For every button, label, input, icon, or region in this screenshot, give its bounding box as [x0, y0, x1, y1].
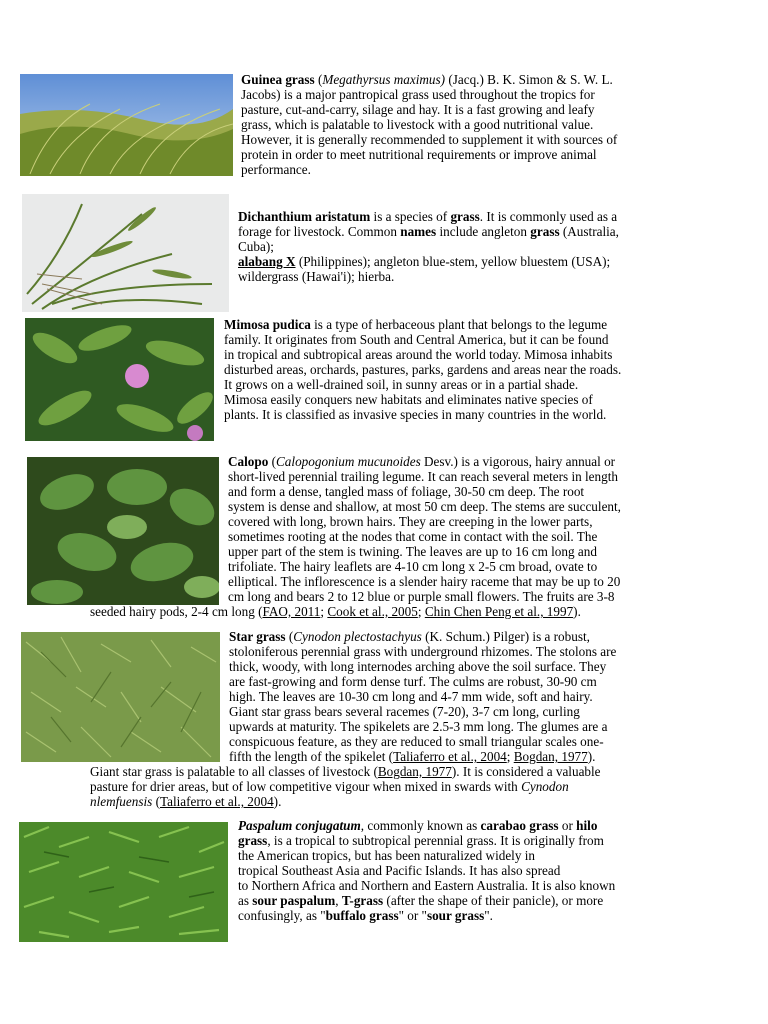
text-span: or: [558, 818, 577, 833]
text-span: stoloniferous perennial grass with underground rhizomes. The stolons are: [229, 644, 617, 659]
dichanthium-photo: [22, 194, 229, 312]
text-span: ). It is considered a valuable: [451, 764, 601, 779]
text-span: ).: [587, 749, 596, 764]
text-span: grass, which is palatable to livestock with a good nutritional value.: [241, 117, 594, 132]
text-span: plants. It is classified as invasive species in many countries in the world.: [224, 407, 607, 422]
text-span: family. It originates from South and Central America, but it can be found: [224, 332, 609, 347]
bold-term: T-grass: [341, 893, 384, 908]
text-line: [229, 704, 616, 719]
text-span: trifoliate. The hairy leaflets are 4-10 cm long x 2-5 cm broad, ovate to: [228, 559, 598, 574]
text-span: and form a dense, tangled mass of foliage, 30-50 cm deep. The root: [228, 484, 585, 499]
text-span: Desv.) is a vigorous, hairy annual or: [420, 454, 616, 469]
text-line: [228, 544, 621, 559]
text-line: [229, 629, 616, 644]
guinea-grass-photo: [20, 74, 233, 176]
text-line: [238, 239, 619, 254]
text-line: [228, 514, 621, 529]
text-line: [229, 659, 616, 674]
italic-term: Cynodon: [521, 779, 569, 794]
text-line: [238, 209, 619, 224]
reference-link[interactable]: Chin Chen Peng et al., 1997: [424, 604, 574, 619]
text-span: upper part of the stem is twining. The leaves are up to 16 cm long and: [228, 544, 597, 559]
text-span: wildergrass (Hawai'i); hierba.: [238, 269, 395, 284]
guinea-grass-text: [241, 72, 617, 177]
text-span: include angleton: [436, 224, 531, 239]
bold-term: Star grass: [229, 629, 286, 644]
text-line: [238, 878, 615, 893]
text-line: [238, 254, 619, 269]
text-span: confusingly, as ": [238, 908, 326, 923]
bold-term: names: [400, 224, 437, 239]
text-span: (: [285, 629, 294, 644]
text-span: as: [238, 893, 253, 908]
text-span: sometimes rooting at the nodes that come in contact with the soil. The: [228, 529, 598, 544]
text-span: (K. Schum.) Pilger) is a robust,: [421, 629, 590, 644]
text-line: [224, 377, 621, 392]
text-span: forage for livestock. Common: [238, 224, 401, 239]
text-span: in tropical and subtropical areas around the world today. Mimosa inhabits: [224, 347, 613, 362]
calopo-text: [228, 454, 621, 604]
calopo-photo: [27, 457, 219, 605]
carabao-grass-text: [238, 818, 615, 923]
text-span: the American tropics, but has been naturalized widely in: [238, 848, 535, 863]
text-line: [229, 689, 616, 704]
text-span: ).: [573, 604, 581, 619]
text-line: [241, 132, 617, 147]
text-line: [224, 347, 621, 362]
reference-link[interactable]: Taliaferro et al., 2004: [393, 749, 507, 764]
text-span: ".: [484, 908, 493, 923]
text-span: covered with long, brown hairs. They are creeping in the lower parts,: [228, 514, 593, 529]
bold-term: Mimosa pudica: [224, 317, 311, 332]
text-span: is a species of: [370, 209, 451, 224]
reference-link[interactable]: FAO, 2011: [262, 604, 321, 619]
bold-term: grass: [238, 833, 268, 848]
text-span: short-lived perennial trailing legume. It can reach several meters in length: [228, 469, 618, 484]
term-link[interactable]: alabang X: [238, 254, 296, 269]
text-span: are fast-growing and form dense turf. The culms are robust, 30-90 cm: [229, 674, 597, 689]
carabao-grass-photo: [19, 822, 228, 942]
text-line: [241, 147, 617, 162]
text-span: , commonly known as: [360, 818, 481, 833]
text-line: [238, 893, 615, 908]
bold-term: hilo: [576, 818, 598, 833]
bold-term: Guinea grass: [241, 72, 315, 87]
text-line: [238, 833, 615, 848]
text-line: [229, 749, 616, 764]
text-line: [228, 469, 621, 484]
bold-term: buffalo grass: [325, 908, 399, 923]
text-line: [228, 484, 621, 499]
text-span: thick, woody, with long internodes arching above the soil surface. They: [229, 659, 607, 674]
text-span: upwards at maturity. The spikelets are 2.5-3 mm long. The glumes are a: [229, 719, 608, 734]
text-line: [228, 574, 621, 589]
text-line: [90, 779, 601, 794]
text-span: (: [268, 454, 277, 469]
text-line: [228, 529, 621, 544]
reference-link[interactable]: Bogdan, 1977: [377, 764, 452, 779]
text-span: ;: [506, 749, 514, 764]
star-grass-photo: [21, 632, 220, 762]
text-span: protein in order to meet nutritional requirements or improve animal: [241, 147, 597, 162]
text-span: It grows on a well-drained soil, in sunny areas or in a partial shade.: [224, 377, 579, 392]
bold-term: grass: [450, 209, 480, 224]
text-span: high. The leaves are 10-30 cm long and 4-7 mm wide, soft and hairy.: [229, 689, 593, 704]
text-span: , is a tropical to subtropical perennial grass. It is originally from: [267, 833, 604, 848]
text-line: [241, 72, 617, 87]
bold-term: sour grass: [426, 908, 485, 923]
text-span: ;: [320, 604, 328, 619]
text-span: (Australia,: [559, 224, 619, 239]
text-span: ).: [273, 794, 282, 809]
text-line: [238, 908, 615, 923]
text-line: [228, 499, 621, 514]
text-line: [224, 317, 621, 332]
text-line: [238, 848, 615, 863]
text-line: [241, 87, 617, 102]
text-line: [238, 269, 619, 284]
mimosa-pudica-photo: [25, 318, 214, 441]
text-line: [228, 559, 621, 574]
text-line: [238, 224, 619, 239]
text-line: [90, 604, 581, 619]
text-span: seeded hairy pods, 2-4 cm long (: [90, 604, 263, 619]
text-line: [224, 392, 621, 407]
text-span: (Jacq.) B. K. Simon & S. W. L.: [445, 72, 613, 87]
text-line: [224, 332, 621, 347]
text-line: [224, 407, 621, 422]
text-span: to Northern Africa and Northern and Eastern Australia. It is also known: [238, 878, 616, 893]
text-line: [90, 794, 601, 809]
text-span: Mimosa easily conquers new habitats and eliminates native species of: [224, 392, 593, 407]
text-span: ;: [417, 604, 425, 619]
text-span: . It is commonly used as a: [479, 209, 618, 224]
star-grass-text-tail: [90, 764, 601, 809]
text-span: (: [152, 794, 160, 809]
bold-term: Dichanthium aristatum: [238, 209, 371, 224]
text-line: [238, 818, 615, 833]
text-line: [228, 454, 621, 469]
text-line: [241, 162, 617, 177]
text-line: [224, 362, 621, 377]
text-line: [241, 117, 617, 132]
text-span: ,: [335, 893, 342, 908]
italic-term: nlemfuensis: [90, 794, 153, 809]
bold-term: Paspalum conjugatum: [238, 818, 361, 833]
text-line: [229, 719, 616, 734]
text-line: [229, 734, 616, 749]
italic-term: Cynodon plectostachyus: [293, 629, 422, 644]
text-span: Cuba);: [238, 239, 274, 254]
text-span: Jacobs) is a major pantropical grass used throughout the tropics for: [241, 87, 595, 102]
text-span: fifth the length of the spikelet (: [229, 749, 394, 764]
text-span: conspicuous feature, as they are reduced to small triangular scales one-: [229, 734, 604, 749]
text-line: [238, 863, 615, 878]
text-span: " or ": [398, 908, 427, 923]
text-span: pasture, cut-and-carry, silage and hay. It is a fast growing and leafy: [241, 102, 595, 117]
italic-term: Megathyrsus maximus): [322, 72, 446, 87]
text-span: elliptical. The inflorescence is a slender hairy raceme that may be up to 20: [228, 574, 621, 589]
text-span: disturbed areas, orchards, pastures, parks, gardens and areas near the roads.: [224, 362, 622, 377]
text-span: (: [314, 72, 323, 87]
text-span: (Philippines); angleton blue-stem, yellow bluestem (USA);: [295, 254, 611, 269]
text-span: pasture for drier areas, but of low competitive vigour when mixed in swards with: [90, 779, 522, 794]
bold-term: grass: [530, 224, 560, 239]
italic-term: Calopogonium mucunoides: [276, 454, 421, 469]
text-line: [229, 674, 616, 689]
calopo-text-tail: [90, 604, 581, 619]
text-span: Giant star grass bears several racemes (7-20), 3-7 cm long, curling: [229, 704, 580, 719]
text-span: (after the shape of their panicle), or more: [383, 893, 604, 908]
bold-term: sour paspalum: [252, 893, 336, 908]
reference-link[interactable]: Cook et al., 2005: [327, 604, 418, 619]
dichanthium-text: [238, 209, 619, 284]
text-line: [90, 764, 601, 779]
mimosa-pudica-text: [224, 317, 621, 422]
text-span: However, it is generally recommended to supplement it with sources of: [241, 132, 618, 147]
bold-term: carabao grass: [480, 818, 559, 833]
text-span: system is dense and shallow, at most 50 cm deep. The stems are succulent,: [228, 499, 621, 514]
text-span: performance.: [241, 162, 311, 177]
text-span: cm long and bears 2 to 12 blue or purple small flowers. The fruits are 3-8: [228, 589, 615, 604]
reference-link[interactable]: Bogdan, 1977: [513, 749, 588, 764]
star-grass-text: [229, 629, 616, 764]
text-line: [241, 102, 617, 117]
text-span: tropical Southeast Asia and Pacific Islands. It has also spread: [238, 863, 561, 878]
text-span: Giant star grass is palatable to all classes of livestock (: [90, 764, 378, 779]
text-span: is a type of herbaceous plant that belongs to the legume: [310, 317, 608, 332]
reference-link[interactable]: Taliaferro et al., 2004: [159, 794, 274, 809]
text-line: [229, 644, 616, 659]
text-line: [228, 589, 621, 604]
bold-term: Calopo: [228, 454, 269, 469]
